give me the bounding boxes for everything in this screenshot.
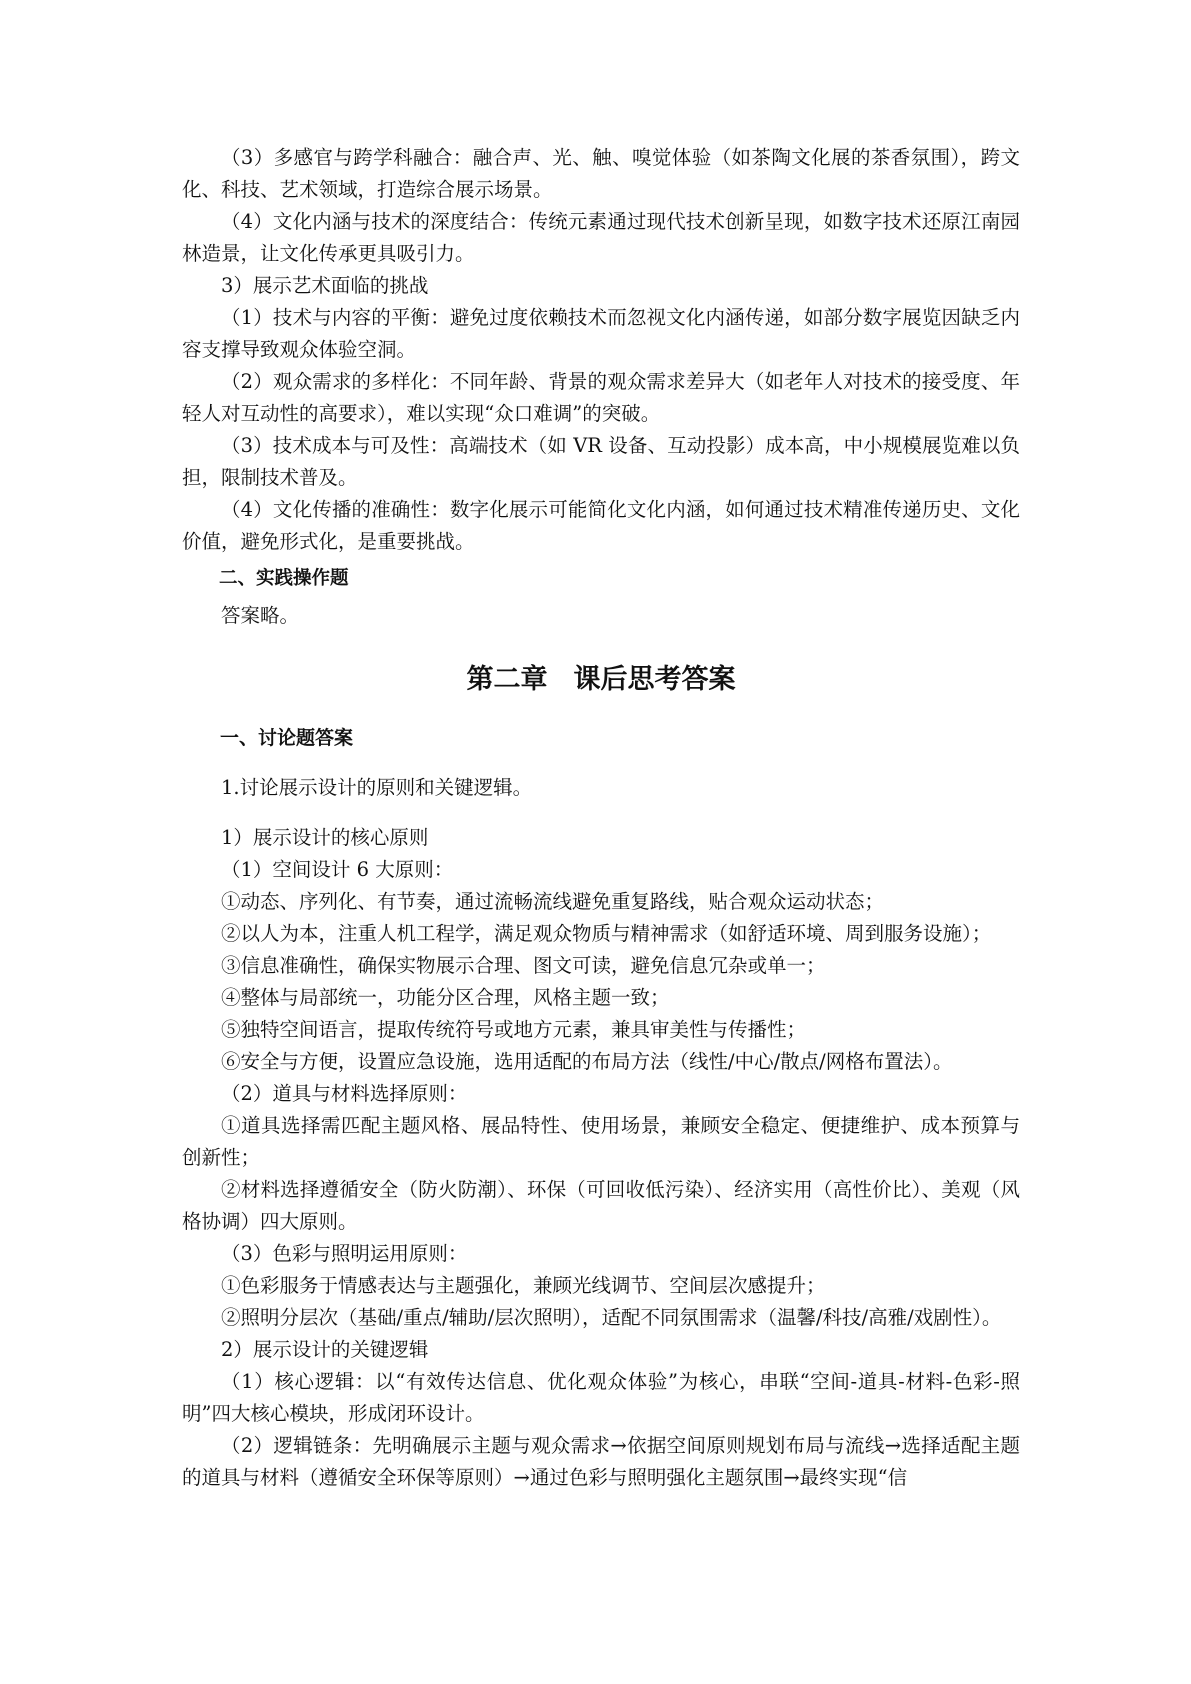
props-principle-item: ①道具选择需匹配主题风格、展品特性、使用场景，兼顾安全稳定、便捷维护、成本预算与创新性； [182,1114,1020,1169]
document-page [182,142,1020,1494]
key-logic-heading: 2）展示设计的关键逻辑 [221,1338,429,1361]
space-principle-item: ⑤独特空间语言，提取传统符号或地方元素，兼具审美性与传播性； [221,1018,807,1041]
color-principles-heading: （3）色彩与照明运用原则： [221,1242,468,1265]
chapter-title [182,660,1020,700]
challenge-item: （2）观众需求的多样化：不同年龄、背景的观众需求差异大（如老年人对技术的接受度、年轻人对互动性的高要求），难以实现“众口难调”的突破。 [182,370,1020,425]
chapter-number: 第二章 [466,664,548,695]
challenge-item: （3）技术成本与可及性：高端技术（如 VR 设备、互动投影）成本高，中小规模展览难以负担，限制技术普及。 [182,434,1020,489]
discussion-question: 1.讨论展示设计的原则和关键逻辑。 [221,776,533,799]
space-principle-item: ③信息准确性，确保实物展示合理、图文可读，避免信息冗杂或单一； [221,954,826,977]
key-logic-item: （1）核心逻辑：以“有效传达信息、优化观众体验”为核心，串联“空间-道具-材料-色彩-照明”四大核心模块，形成闭环设计。 [182,1370,1020,1425]
core-principles-heading: 1）展示设计的核心原则 [221,826,429,849]
practice-heading: 二、实践操作题 [219,568,349,589]
key-logic-item: （2）逻辑链条：先明确展示主题与观众需求→依据空间原则规划布局与流线→选择适配主题的道具与材料（遵循安全环保等原则）→通过色彩与照明强化主题氛围→最终实现“信 [182,1434,1020,1489]
discussion-heading: 一、讨论题答案 [220,727,354,749]
chapter-subtitle: 课后思考答案 [573,664,736,695]
space-principles-heading: （1）空间设计 6 大原则： [221,858,454,881]
paragraph-culture-tech: （4）文化内涵与技术的深度结合：传统元素通过现代技术创新呈现，如数字技术还原江南园林造景，让文化传承更具吸引力。 [182,210,1020,265]
space-principle-item: ⑥安全与方便，设置应急设施，选用适配的布局方法（线性/中心/散点/网格布置法）。 [221,1050,953,1073]
space-principle-item: ②以人为本，注重人机工程学，满足观众物质与精神需求（如舒适环境、周到服务设施）； [221,922,992,945]
challenge-item: （1）技术与内容的平衡：避免过度依赖技术而忽视文化内涵传递，如部分数字展览因缺乏内容支撑导致观众体验空洞。 [182,306,1020,361]
color-principle-item: ②照明分层次（基础/重点/辅助/层次照明），适配不同氛围需求（温馨/科技/高雅/戏剧性）。 [221,1306,1002,1329]
color-principle-item: ①色彩服务于情感表达与主题强化，兼顾光线调节、空间层次感提升； [221,1274,826,1297]
space-principle-item: ①动态、序列化、有节奏，通过流畅流线避免重复路线，贴合观众运动状态； [221,890,885,913]
props-principles-heading: （2）道具与材料选择原则： [221,1082,468,1105]
paragraph-multisensory: （3）多感官与跨学科融合：融合声、光、触、嗅觉体验（如茶陶文化展的茶香氛围），跨文化、科技、艺术领域，打造综合展示场景。 [182,146,1020,201]
space-principle-item: ④整体与局部统一，功能分区合理，风格主题一致； [221,986,670,1009]
props-principle-item: ②材料选择遵循安全（防火防潮）、环保（可回收低污染）、经济实用（高性价比）、美观（风格协调）四大原则。 [182,1178,1020,1233]
practice-answer: 答案略。 [221,604,300,627]
challenge-item: （4）文化传播的准确性：数字化展示可能简化文化内涵，如何通过技术精准传递历史、文化价值，避免形式化，是重要挑战。 [182,498,1020,553]
challenges-heading: 3）展示艺术面临的挑战 [221,274,429,297]
